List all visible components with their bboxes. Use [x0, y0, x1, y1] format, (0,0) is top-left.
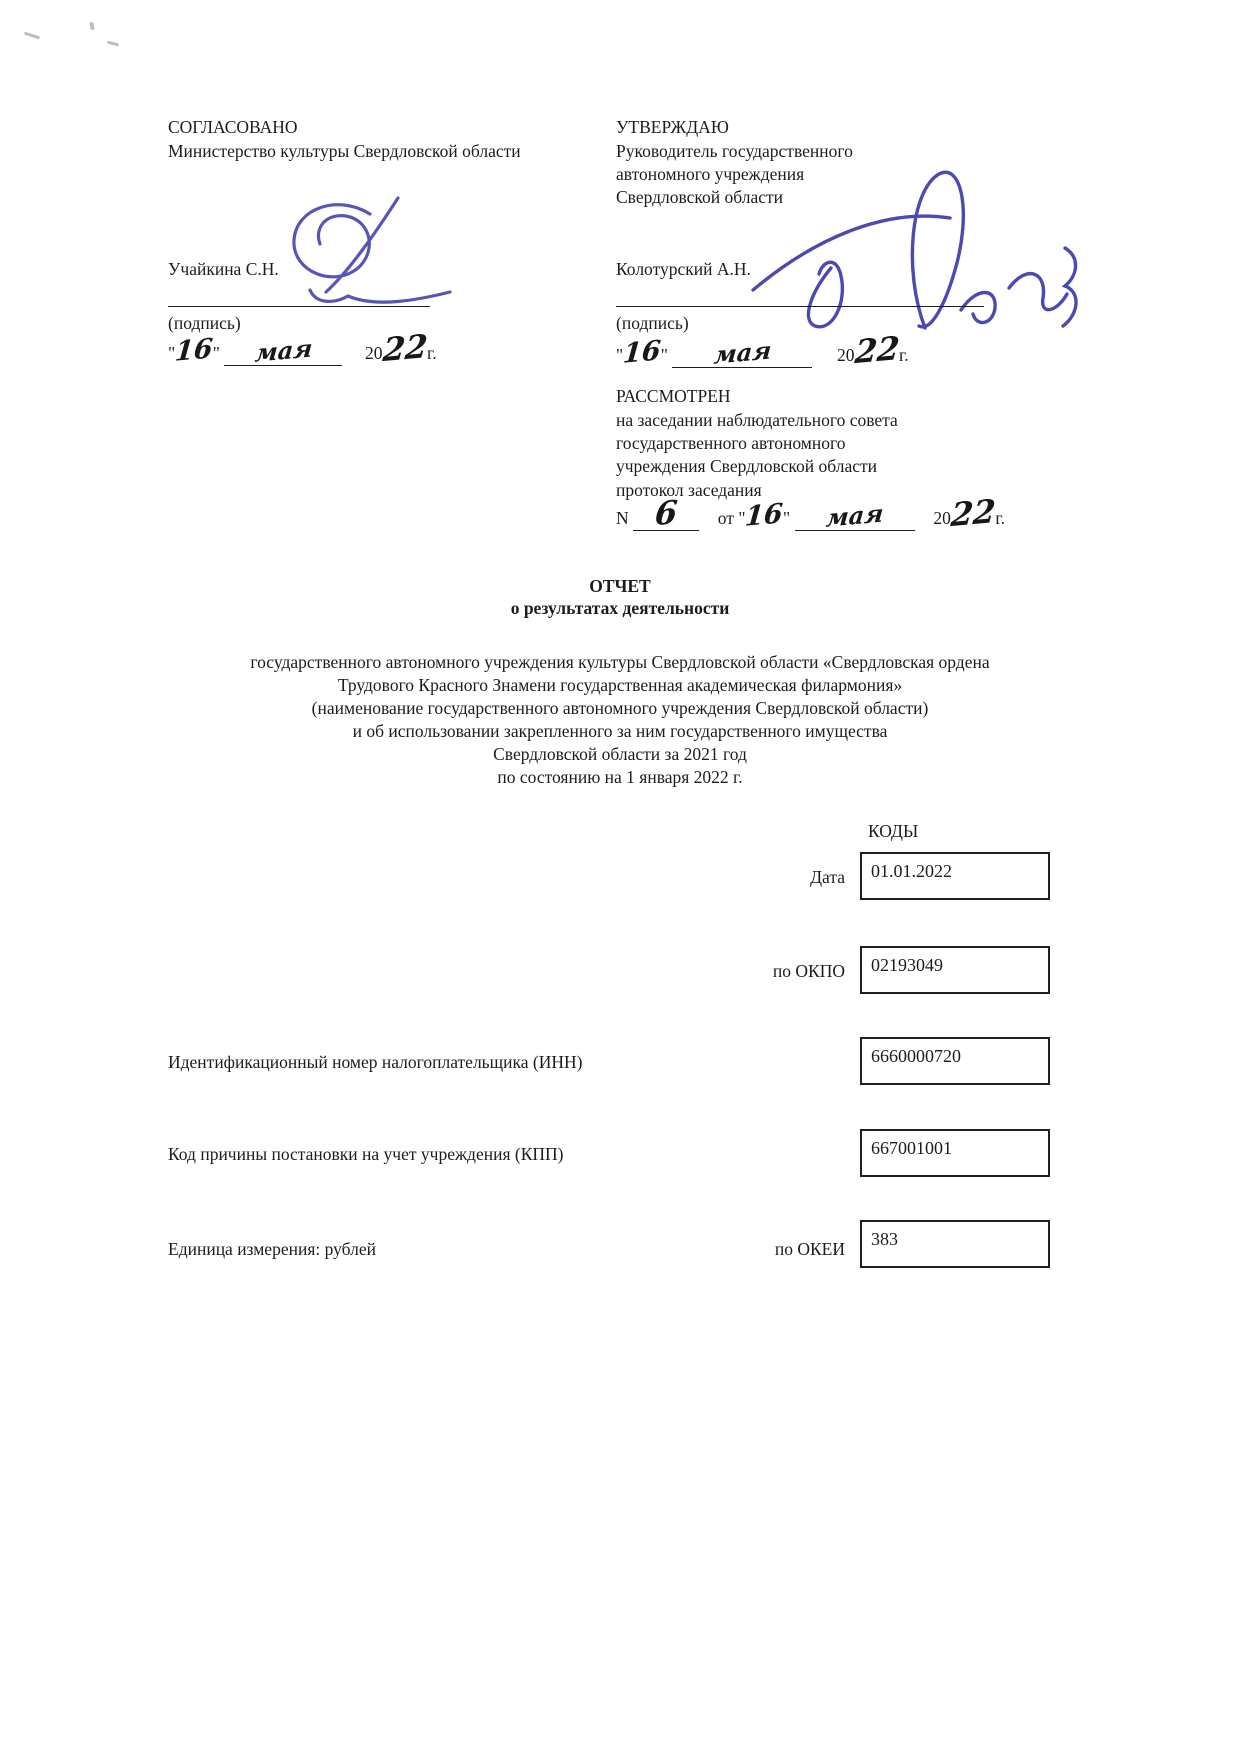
quote: " [616, 345, 624, 365]
approved-role-line3: Свердловской области [616, 187, 784, 207]
report-title: ОТЧЕТ [589, 576, 651, 596]
year-printed: 20 [837, 345, 855, 365]
code-box-data [860, 852, 1050, 900]
year-suffix: г. [995, 508, 1005, 528]
signature-uchaykina [258, 192, 458, 317]
reviewed-line1: на заседании наблюдательного совета [616, 410, 898, 430]
body-line6: по состоянию на 1 января 2022 г. [497, 767, 743, 787]
code-value-okei: 383 [871, 1229, 898, 1249]
handwritten-day: 16 [744, 498, 785, 533]
handwritten-protocol-number: 6 [653, 492, 679, 534]
approved-heading: УТВЕРЖДАЮ [616, 117, 729, 137]
year-printed: 20 [933, 508, 951, 528]
label-inn: Идентификационный номер налогоплательщика (ИНН) [168, 1052, 583, 1072]
label-unit: Единица измерения: рублей [168, 1239, 376, 1259]
code-sublabel-data: Дата [810, 867, 845, 887]
protocol-ot-label: от [717, 508, 734, 528]
agreed-date-line [168, 326, 437, 370]
signature-line [616, 306, 984, 307]
handwritten-month: мая [712, 335, 773, 370]
quote: " [660, 345, 668, 365]
agreed-org: Министерство культуры Свердловской области [168, 141, 521, 161]
codes-header: КОДЫ [868, 821, 919, 841]
code-value-kpp: 667001001 [871, 1138, 952, 1158]
code-value-inn: 6660000720 [871, 1046, 961, 1066]
protocol-n-label: N [616, 508, 629, 528]
handwritten-day: 16 [173, 333, 215, 368]
body-line5: Свердловской области за 2021 год [493, 744, 747, 764]
quote: " [738, 508, 746, 528]
scan-speck [89, 22, 95, 31]
scan-speck [107, 41, 119, 47]
code-value-data: 01.01.2022 [871, 861, 952, 881]
approved-role-line1: Руководитель государственного [616, 141, 853, 161]
code-box-inn [860, 1037, 1050, 1085]
signature-caption: (подпись) [616, 313, 689, 333]
quote: " [212, 343, 220, 363]
body-line3: (наименование государственного автономного учреждения Свердловской области) [311, 698, 929, 718]
code-value-okpo: 02193049 [871, 955, 943, 975]
signature-caption: (подпись) [168, 313, 241, 333]
label-kpp: Код причины постановки на учет учреждения (КПП) [168, 1144, 564, 1164]
approved-role-line2: автономного учреждения [616, 164, 805, 184]
quote: " [783, 508, 791, 528]
handwritten-day: 16 [621, 335, 663, 370]
handwritten-year: 22 [380, 326, 429, 370]
handwritten-month: мая [253, 333, 314, 368]
protocol-line [616, 491, 1005, 535]
code-box-okei [860, 1220, 1050, 1268]
handwritten-year: 22 [852, 328, 901, 372]
body-line2: Трудового Красного Знамени государственная академическая филармония» [337, 675, 903, 695]
scan-speck [24, 32, 40, 40]
approved-date-line [616, 328, 909, 372]
agreed-signer-name: Учайкина С.Н. [168, 259, 279, 279]
approved-signer-name: Колотурский А.Н. [616, 259, 751, 279]
body-line1: государственного автономного учреждения культуры Свердловской области «Свердловская ордена [250, 652, 990, 672]
agreed-heading: СОГЛАСОВАНО [168, 117, 298, 137]
code-box-kpp [860, 1129, 1050, 1177]
code-sublabel-okei: по ОКЕИ [774, 1239, 845, 1259]
signature-line [168, 306, 430, 307]
handwritten-year: 22 [949, 491, 997, 535]
year-suffix: г. [427, 343, 437, 363]
code-box-okpo [860, 946, 1050, 994]
report-subtitle: о результатах деятельности [510, 598, 730, 618]
year-printed: 20 [365, 343, 383, 363]
signature-koloturskiy [735, 160, 1085, 345]
reviewed-line2: государственного автономного [616, 433, 846, 453]
year-suffix: г. [899, 345, 909, 365]
handwritten-month: мая [824, 498, 885, 533]
reviewed-line3: учреждения Свердловской области [616, 456, 878, 476]
code-sublabel-okpo: по ОКПО [772, 961, 845, 981]
body-line4: и об использовании закрепленного за ним государственного имущества [352, 721, 888, 741]
reviewed-heading: РАССМОТРЕН [616, 386, 731, 406]
reviewed-line4: протокол заседания [616, 480, 762, 500]
quote: " [168, 343, 176, 363]
